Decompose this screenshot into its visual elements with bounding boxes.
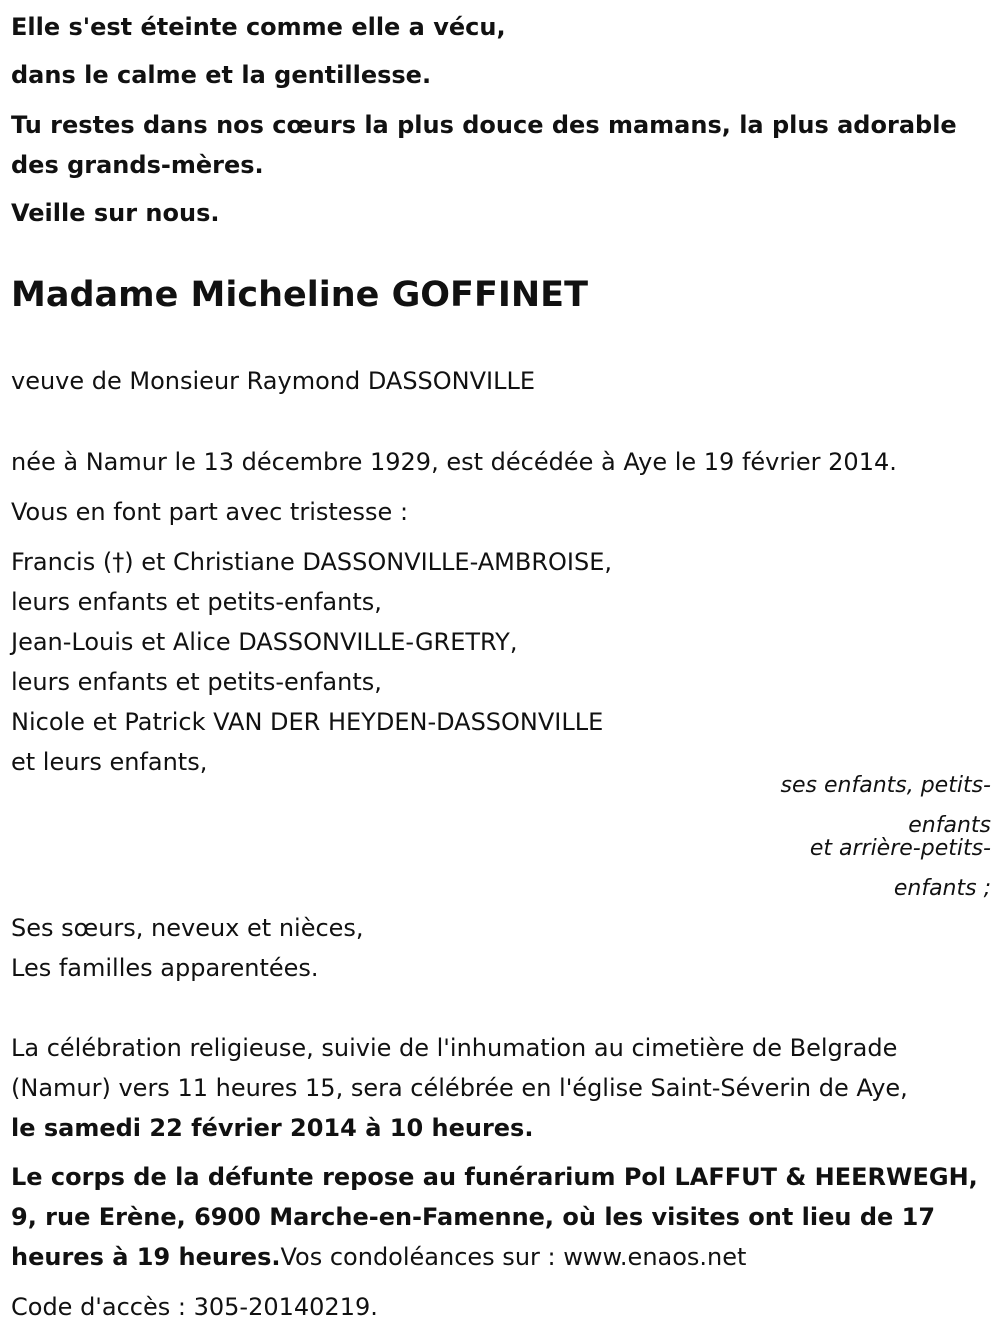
- access-code: Code d'accès : 305-20140219.: [11, 1293, 378, 1321]
- funeral-home-line-2: 9, rue Erène, 6900 Marche-en-Famenne, où les visites ont lieu de 17: [11, 1203, 936, 1231]
- funeral-home-line-3: [11, 1242, 746, 1272]
- others-line-1: Ses sœurs, neveux et nièces,: [11, 914, 364, 942]
- family-line-5: Nicole et Patrick VAN DER HEYDEN-DASSONVILLE: [11, 708, 604, 736]
- visit-hours-end: heures à 19 heures.: [11, 1243, 281, 1271]
- relation-note-line-3: et arrière-petits-: [809, 836, 991, 861]
- epitaph-line-1: Elle s'est éteinte comme elle a vécu,: [11, 13, 506, 41]
- epitaph-line-3a: Tu restes dans nos cœurs la plus douce des mamans, la plus adorable: [11, 111, 957, 139]
- announcement-intro: Vous en font part avec tristesse :: [11, 498, 409, 526]
- others-line-2: Les familles apparentées.: [11, 954, 319, 982]
- birth-death: née à Namur le 13 décembre 1929, est décédée à Aye le 19 février 2014.: [11, 448, 897, 476]
- family-line-2: leurs enfants et petits-enfants,: [11, 588, 382, 616]
- relation-note-line-4: enfants ;: [893, 876, 991, 901]
- family-line-4: leurs enfants et petits-enfants,: [11, 668, 382, 696]
- family-line-1: Francis (†) et Christiane DASSONVILLE-AMBROISE,: [11, 548, 612, 576]
- ceremony-line-2: (Namur) vers 11 heures 15, sera célébrée en l'église Saint-Séverin de Aye,: [11, 1074, 908, 1102]
- ceremony-line-1: La célébration religieuse, suivie de l'inhumation au cimetière de Belgrade: [11, 1034, 898, 1062]
- relation-note-line-2: enfants: [908, 813, 991, 838]
- epitaph-line-3b: des grands-mères.: [11, 151, 264, 179]
- epitaph-line-4: Veille sur nous.: [11, 199, 220, 227]
- widow-of: veuve de Monsieur Raymond DASSONVILLE: [11, 367, 536, 395]
- deceased-name: Madame Micheline GOFFINET: [11, 275, 588, 315]
- family-line-6: et leurs enfants,: [11, 748, 208, 776]
- condolences-link-text[interactable]: Vos condoléances sur : www.enaos.net: [280, 1243, 747, 1271]
- funeral-home-line-1: Le corps de la défunte repose au funérarium Pol LAFFUT & HEERWEGH,: [11, 1163, 978, 1191]
- family-line-3: Jean-Louis et Alice DASSONVILLE-GRETRY,: [11, 628, 518, 656]
- relation-note-line-1: ses enfants, petits-: [780, 773, 991, 798]
- epitaph-line-2: dans le calme et la gentillesse.: [11, 61, 432, 89]
- ceremony-date: le samedi 22 février 2014 à 10 heures.: [11, 1114, 534, 1142]
